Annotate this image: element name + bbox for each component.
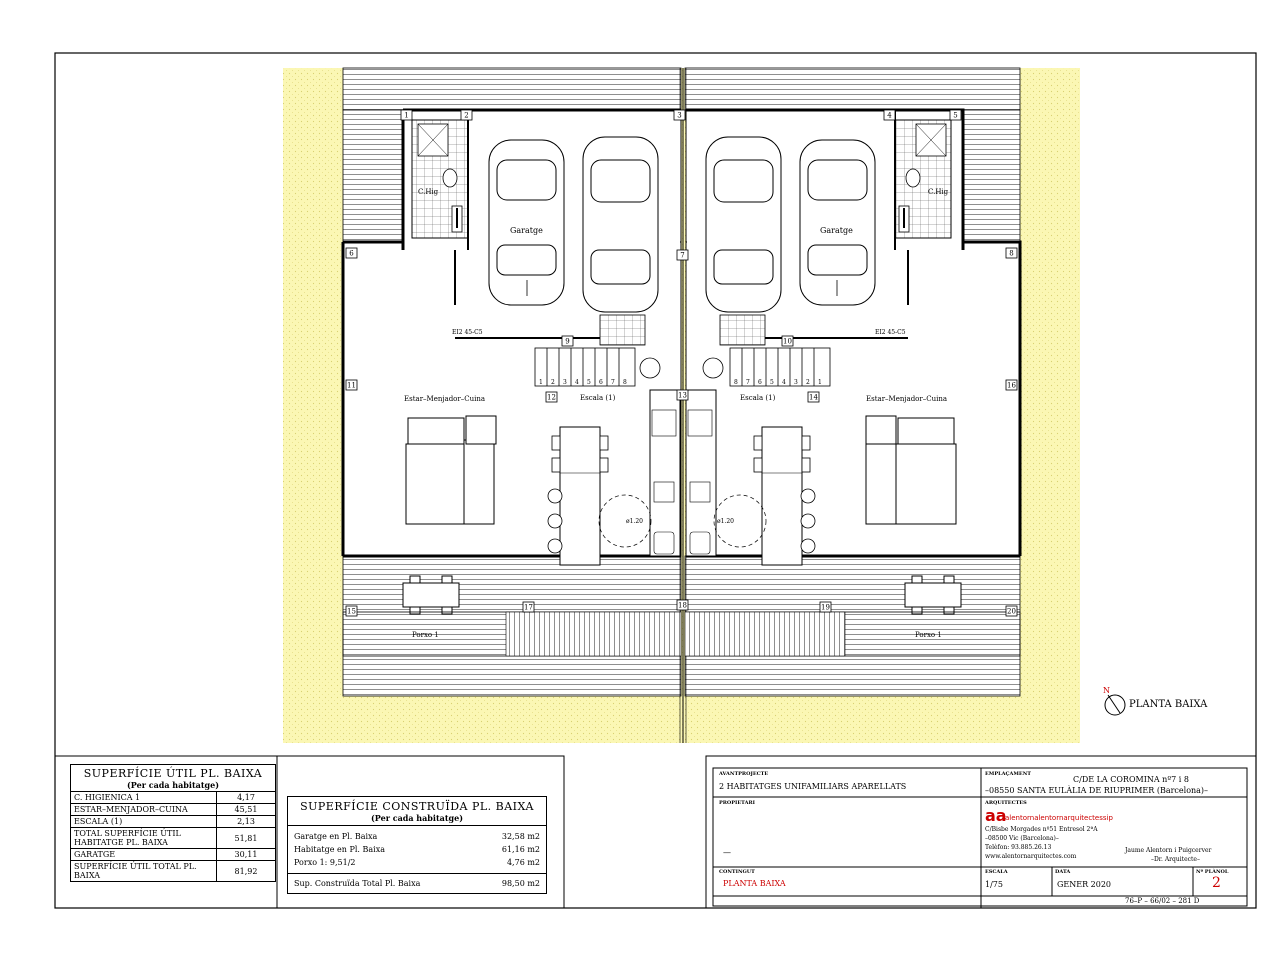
built-area-table [287, 796, 547, 894]
row-label: Habitatge en Pl. Baixa [294, 845, 385, 854]
stair-step-label: 3 [794, 379, 798, 386]
row-value: 30,11 [217, 849, 276, 861]
row-value: 2,13 [217, 816, 276, 828]
room-wc-right: C.Hig [928, 188, 949, 196]
row-value: 4,17 [217, 792, 276, 804]
table-row [71, 804, 276, 816]
propietari: — [723, 848, 731, 857]
marker-label: 20 [1007, 607, 1016, 616]
stair-step-label: 6 [758, 379, 762, 386]
north-arrow-icon [1103, 686, 1125, 715]
row-label: SUPERFÍCIE ÚTIL TOTAL PL. BAIXA [71, 861, 217, 882]
firm-name: alentornalentornarquitectessip [1005, 814, 1113, 822]
marker-label: 4 [887, 111, 892, 120]
diam-left: ø1.20 [626, 518, 643, 525]
porch-label-right: Porxo 1 [915, 631, 942, 639]
table-row [71, 849, 276, 861]
marker-label: 5 [953, 111, 958, 120]
row-value: 61,16 m2 [501, 845, 540, 854]
label-data: DATA [1055, 869, 1071, 875]
label-planol: Nº PLÀNOL [1196, 869, 1229, 875]
emplacament-line1: C/DE LA COROMINA nº7 i 8 [1073, 775, 1189, 784]
stair-label-left: Escala (1) [580, 394, 616, 402]
list-item [294, 830, 540, 843]
row-label: TOTAL SUPERFÍCIE ÚTIL HABITATGE PL. BAIXA [71, 828, 217, 849]
marker-label: 18 [678, 601, 687, 610]
row-value: 4,76 m2 [506, 858, 540, 867]
marker-label: 6 [349, 249, 354, 258]
architect-title: –Dr. Arquitecte– [1151, 856, 1200, 863]
car-right-1 [706, 137, 781, 312]
marker-label: 16 [1007, 381, 1016, 390]
row-label: C. HIGIENICA 1 [71, 792, 217, 804]
table-row [71, 828, 276, 849]
stair-step-label: 3 [563, 379, 567, 386]
door-label-right: EI2 45-C5 [875, 329, 906, 336]
label-arquitectes: ARQUITECTES [985, 800, 1027, 806]
built-table-title: SUPERFÍCIE CONSTRUÏDA PL. BAIXA [300, 800, 534, 813]
row-label: Porxo 1: 9,51/2 [294, 858, 356, 867]
diam-right: ø1.20 [717, 518, 734, 525]
firm-logo: aa [985, 806, 1007, 825]
avantprojecte: 2 HABITATGES UNIFAMILIARS APARELLATS [719, 782, 907, 791]
list-item [294, 856, 540, 869]
titleblock [713, 768, 1247, 906]
firm-city: –08500 Vic (Barcelona)– [985, 835, 1059, 842]
room-living-right: Estar–Menjador–Cuina [866, 395, 948, 403]
sofa-left [406, 416, 496, 524]
escala: 1/75 [985, 880, 1003, 889]
room-garage-right: Garatge [820, 226, 853, 235]
label-contingut: CONTINGUT [719, 869, 755, 875]
stair-step-label: 8 [623, 379, 627, 386]
marker-label: 15 [347, 607, 356, 616]
data: GENER 2020 [1057, 880, 1111, 889]
planol: 2 [1212, 875, 1221, 891]
room-living-left: Estar–Menjador–Cuina [404, 395, 486, 403]
stair-step-label: 5 [587, 379, 591, 386]
marker-label: 1 [404, 111, 409, 120]
label-avantprojecte: AVANTPROJECTE [719, 771, 769, 777]
stair-step-label: 6 [599, 379, 603, 386]
room-garage-left: Garatge [510, 226, 543, 235]
marker-label: 13 [678, 391, 687, 400]
stair-step-label: 2 [806, 379, 810, 386]
total-value: 98,50 m2 [501, 879, 540, 888]
deck-top-right [685, 68, 1020, 110]
label-propietari: PROPIETARI [719, 800, 756, 806]
marker-label: 8 [1009, 249, 1014, 258]
label-escala: ESCALA [985, 869, 1008, 875]
marker-label: 2 [464, 111, 469, 120]
north-label: N [1103, 686, 1110, 695]
marker-label: 17 [524, 603, 533, 612]
built-total [288, 874, 546, 893]
room-wc-left: C.Hig [418, 188, 439, 196]
marker-label: 3 [677, 111, 682, 120]
marker-label: 11 [347, 381, 356, 390]
built-table-subtitle: (Per cada habitatge) [371, 813, 463, 823]
stair-step-label: 8 [734, 379, 738, 386]
stair-step-label: 1 [818, 379, 822, 386]
table-row [71, 792, 276, 804]
label-emplacament: EMPLAÇAMENT [985, 771, 1031, 777]
table-row [71, 861, 276, 882]
stair-step-label: 2 [551, 379, 555, 386]
firm-phone: Telèfon: 93.885.26.13 [985, 844, 1052, 851]
car-left-1 [489, 140, 564, 305]
row-value: 81,92 [217, 861, 276, 882]
marker-label: 10 [783, 337, 792, 346]
emplacament-line2: –08550 SANTA EULÀLIA DE RIUPRIMER (Barcelona)– [985, 786, 1209, 795]
util-table-subtitle: (Per cada habitatge) [127, 780, 219, 790]
architect-name: Jaume Alentorn i Puigcerver [1125, 847, 1212, 854]
firm-address: C/Bisbe Morgades nº51 Entresol 2ªA [985, 826, 1098, 833]
row-value: 51,81 [217, 828, 276, 849]
stair-step-label: 5 [770, 379, 774, 386]
car-left-2 [583, 137, 658, 312]
dining-table-left [560, 427, 600, 565]
plan-title: PLANTA BAIXA [1129, 699, 1208, 710]
row-label: ESTAR–MENJADOR–CUINA [71, 804, 217, 816]
sofa-right [866, 416, 956, 524]
marker-label: 19 [821, 603, 830, 612]
marker-label: 9 [565, 337, 570, 346]
stair-step-label: 7 [746, 379, 750, 386]
stair-step-label: 4 [782, 379, 786, 386]
marker-label: 7 [680, 251, 685, 260]
util-table-rows [70, 791, 276, 882]
car-right-2 [800, 140, 875, 305]
firm-web: www.alentornarquitectes.com [985, 853, 1077, 860]
marker-label: 12 [547, 393, 556, 402]
row-label: Garatge en Pl. Baixa [294, 832, 378, 841]
contingut: PLANTA BAIXA [723, 879, 786, 888]
total-label: Sup. Construïda Total Pl. Baixa [294, 879, 421, 888]
stair-step-label: 7 [611, 379, 615, 386]
util-area-table [70, 764, 276, 882]
drawing-reference: 76–P – 66/02 – 281 D [1125, 897, 1200, 905]
row-label: GARATGE [71, 849, 217, 861]
list-item [294, 843, 540, 856]
stair-label-right: Escala (1) [740, 394, 776, 402]
util-table-title: SUPERFÍCIE ÚTIL PL. BAIXA [83, 767, 263, 780]
door-label-left: EI2 45-C5 [452, 329, 483, 336]
deck-top-left [343, 68, 681, 110]
row-value: 32,58 m2 [501, 832, 540, 841]
porch-label-left: Porxo 1 [412, 631, 439, 639]
dining-table-right [762, 427, 802, 565]
stair-step-label: 1 [539, 379, 543, 386]
row-value: 45,51 [217, 804, 276, 816]
marker-label: 14 [809, 393, 818, 402]
stair-step-label: 4 [575, 379, 579, 386]
row-label: ESCALA (1) [71, 816, 217, 828]
table-row [71, 816, 276, 828]
